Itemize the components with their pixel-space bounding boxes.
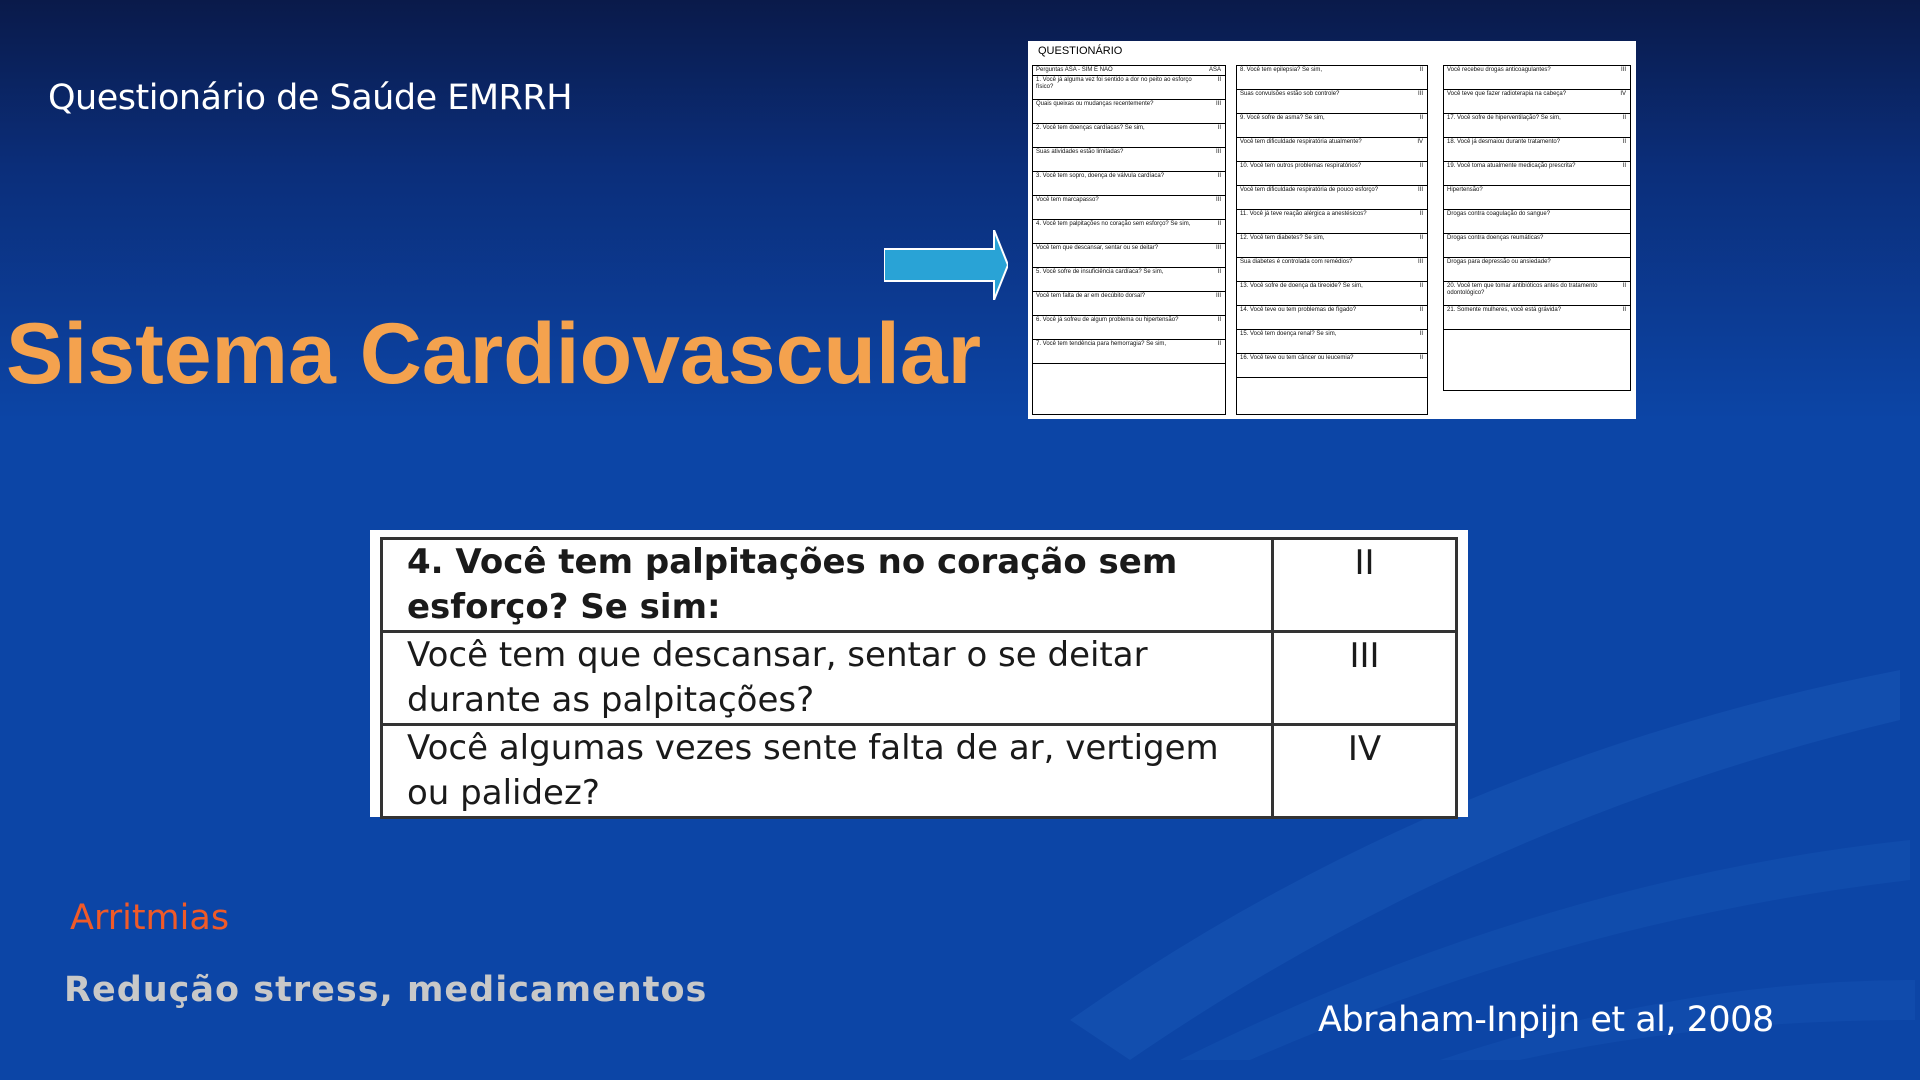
table-row [382, 539, 1457, 632]
questionnaire-row-level: II [1622, 163, 1626, 169]
questionnaire-row [1444, 138, 1630, 162]
questionnaire-row-text: 12. Você tem diabetes? Se sim, [1240, 235, 1325, 241]
questionnaire-row [1033, 76, 1225, 100]
questionnaire-thumbnail [1028, 41, 1636, 419]
asa-level-cell: IV [1273, 725, 1457, 818]
questionnaire-row-text: 15. Você tem doença renal? Se sim, [1240, 331, 1337, 337]
questionnaire-row [1237, 114, 1427, 138]
questionnaire-row-level: II [1419, 115, 1423, 121]
question-cell: Você tem que descansar, sentar o se deitar durante as palpitações? [382, 632, 1273, 725]
header-title: Questionário de Saúde EMRRH [48, 78, 573, 118]
questionnaire-row [1033, 292, 1225, 316]
questionnaire-row-level: II [1419, 163, 1423, 169]
questionnaire-row-text: Você teve que fazer radioterapia na cabeça? [1447, 91, 1567, 97]
questionnaire-row-text: 1. Você já alguma vez foi sentido a dor no peito ao esforço físico? [1036, 77, 1192, 90]
questionnaire-row-text: 2. Você tem doenças cardíacas? Se sim, [1036, 125, 1145, 131]
questionnaire-row [1237, 282, 1427, 306]
subtopic-arritmias: Arritmias [70, 898, 230, 938]
questionnaire-row [1237, 354, 1427, 378]
questionnaire-row-text: Você tem dificuldade respiratória atualmente? [1240, 139, 1362, 145]
questionnaire-row-level: III [1215, 149, 1221, 155]
questionnaire-row-text: Drogas contra doenças reumáticas? [1447, 235, 1544, 241]
questionnaire-row-level: II [1217, 125, 1221, 131]
questionnaire-row [1237, 330, 1427, 354]
questionnaire-row-text: 21. Somente mulheres, você está grávida? [1447, 307, 1562, 313]
questionnaire-row [1033, 268, 1225, 292]
main-title: Sistema Cardiovascular [6, 306, 982, 402]
questionnaire-row-level: II [1622, 115, 1626, 121]
asa-level-cell: II [1273, 539, 1457, 632]
questionnaire-row-text: Suas atividades estão limitadas? [1036, 149, 1124, 155]
questionnaire-row [1444, 186, 1630, 210]
questionnaire-row-text: 10. Você tem outros problemas respiratórios? [1240, 163, 1362, 169]
questionnaire-row-level: II [1217, 221, 1221, 227]
questionnaire-title: QUESTIONÁRIO [1038, 45, 1123, 57]
questionnaire-row [1033, 172, 1225, 196]
questionnaire-row-text: 16. Você teve ou tem câncer ou leucemia? [1240, 355, 1354, 361]
subtopic-detail: Redução stress, medicamentos [64, 970, 708, 1010]
questionnaire-row [1033, 100, 1225, 124]
questionnaire-row-text: 20. Você tem que tomar antibióticos antes do tratamento odontológico? [1447, 283, 1598, 296]
questionnaire-row-text: Hipertensão? [1447, 187, 1483, 193]
questionnaire-row [1033, 340, 1225, 364]
questionnaire-row [1237, 234, 1427, 258]
questionnaire-row [1444, 306, 1630, 330]
questionnaire-row-text: 7. Você tem tendência para hemorragia? Se sim, [1036, 341, 1167, 347]
questionnaire-row-text: Drogas para depressão ou ansiedade? [1447, 259, 1551, 265]
questionnaire-row-text: Você tem que descansar, sentar ou se deitar? [1036, 245, 1159, 251]
questionnaire-row-text: Drogas contra coagulação do sangue? [1447, 211, 1551, 217]
right-arrow-icon [884, 230, 1008, 300]
questionnaire-row [1237, 258, 1427, 282]
questionnaire-row-level: II [1217, 269, 1221, 275]
questionnaire-row [1033, 148, 1225, 172]
questionnaire-row-level: II [1622, 283, 1626, 289]
column-header-level: ASA [1208, 67, 1221, 73]
questionnaire-row-text: 11. Você já teve reação alérgica a anestésicos? [1240, 211, 1367, 217]
questionnaire-row-text: 18. Você já desmaiou durante tratamento? [1447, 139, 1561, 145]
questionnaire-row-level: II [1419, 235, 1423, 241]
questionnaire-row [1444, 114, 1630, 138]
questionnaire-row-level: III [1417, 91, 1423, 97]
questionnaire-row-text: Você tem dificuldade respiratória de pouco esforço? [1240, 187, 1379, 193]
questionnaire-row-level: IV [1417, 139, 1423, 145]
questionnaire-row-level: II [1217, 341, 1221, 347]
questionnaire-row [1237, 66, 1427, 90]
questionnaire-row [1237, 210, 1427, 234]
column-header-label: Perguntas ASA - SIM E NÃO [1036, 67, 1113, 73]
questionnaire-row [1444, 66, 1630, 90]
questionnaire-row [1033, 220, 1225, 244]
questionnaire-row [1444, 258, 1630, 282]
questionnaire-row-text: 13. Você sofre de doença da tireoide? Se sim, [1240, 283, 1363, 289]
questionnaire-row-text: 8. Você tem epilepsia? Se sim, [1240, 67, 1323, 73]
questionnaire-row-level: III [1417, 259, 1423, 265]
questionnaire-row-level: II [1419, 307, 1423, 313]
questionnaire-row-level: III [1620, 67, 1626, 73]
questionnaire-row [1033, 244, 1225, 268]
questionnaire-row-text: 17. Você sofre de hiperventilação? Se sim, [1447, 115, 1561, 121]
questionnaire-row-text: Você tem marcapasso? [1036, 197, 1099, 203]
questionnaire-row [1033, 316, 1225, 340]
question-cell: Você algumas vezes sente falta de ar, vertigem ou palidez? [382, 725, 1273, 818]
questionnaire-row-level: II [1419, 331, 1423, 337]
questionnaire-row-level: III [1215, 101, 1221, 107]
questionnaire-row-level: II [1419, 211, 1423, 217]
questionnaire-row-level: II [1217, 173, 1221, 179]
questionnaire-row [1033, 124, 1225, 148]
questionnaire-row-text: Sua diabetes é controlada com remédios? [1240, 259, 1353, 265]
questionnaire-row-level: III [1417, 187, 1423, 193]
questionnaire-row-level: III [1215, 245, 1221, 251]
questionnaire-row [1444, 210, 1630, 234]
questionnaire-column-3 [1443, 65, 1631, 391]
questionnaire-row [1444, 162, 1630, 186]
citation: Abraham-Inpijn et al, 2008 [1318, 1000, 1774, 1040]
question-cell: 4. Você tem palpitações no coração sem esforço? Se sim: [382, 539, 1273, 632]
asa-level-cell: III [1273, 632, 1457, 725]
questionnaire-row-level: II [1622, 139, 1626, 145]
questionnaire-row-text: 6. Você já sofreu de algum problema ou hipertensão? [1036, 317, 1179, 323]
questionnaire-row-level: IV [1620, 91, 1626, 97]
table-row [382, 632, 1457, 725]
questionnaire-row-level: II [1622, 307, 1626, 313]
questionnaire-row-text: Quais queixas ou mudanças recentemente? [1036, 101, 1154, 107]
questionnaire-row-text: Você recebeu drogas anticoagulantes? [1447, 67, 1551, 73]
questionnaire-column-1 [1032, 65, 1226, 415]
questionnaire-row-level: II [1419, 355, 1423, 361]
questionnaire-row [1444, 234, 1630, 258]
questionnaire-row [1033, 196, 1225, 220]
questionnaire-row [1237, 186, 1427, 210]
questionnaire-row-level: II [1419, 67, 1423, 73]
questionnaire-row-level: II [1217, 317, 1221, 323]
questionnaire-row [1237, 90, 1427, 114]
questionnaire-row-level: III [1215, 293, 1221, 299]
questionnaire-row-text: 3. Você tem sopro, doença de válvula cardíaca? [1036, 173, 1165, 179]
questionnaire-row-level: III [1215, 197, 1221, 203]
questionnaire-row-text: 14. Você teve ou tem problemas de fígado? [1240, 307, 1357, 313]
questionnaire-row [1237, 306, 1427, 330]
questionnaire-row-text: 5. Você sofre de insuficiência cardíaca? Se sim, [1036, 269, 1164, 275]
questionnaire-row-text: 19. Você toma atualmente medicação prescrita? [1447, 163, 1576, 169]
questionnaire-column-2 [1236, 65, 1428, 415]
questionnaire-row-text: 9. Você sofre de asma? Se sim, [1240, 115, 1325, 121]
questionnaire-row-text: 4. Você tem palpitações no coração sem esforço? Se sim, [1036, 221, 1191, 227]
questionnaire-row-text: Você tem falta de ar em decúbito dorsal? [1036, 293, 1146, 299]
questionnaire-row-level: II [1419, 283, 1423, 289]
questionnaire-row [1444, 282, 1630, 306]
questionnaire-row [1237, 138, 1427, 162]
questionnaire-row-level: II [1217, 77, 1221, 83]
table-row [382, 725, 1457, 818]
questionnaire-row [1237, 162, 1427, 186]
questionnaire-column-header [1033, 66, 1225, 76]
detail-table [370, 530, 1468, 817]
questionnaire-row [1444, 90, 1630, 114]
questionnaire-row-text: Suas convulsões estão sob controle? [1240, 91, 1340, 97]
